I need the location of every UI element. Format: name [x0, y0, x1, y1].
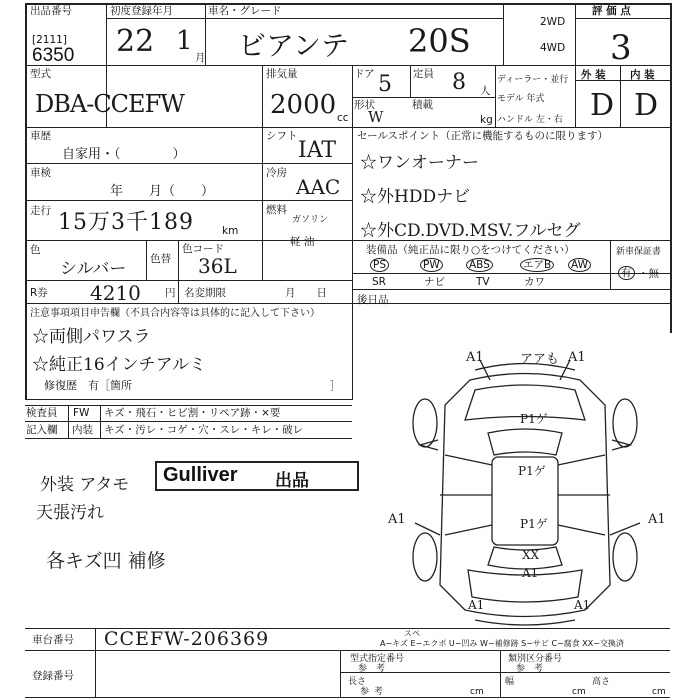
- km-unit: km: [222, 225, 239, 237]
- gulliver-logo: [155, 461, 359, 491]
- exterior-label: 外 装: [581, 69, 606, 81]
- rating-label: 評 価 点: [592, 5, 631, 17]
- inspection-value: 年 月（ ）: [110, 184, 215, 199]
- equip-navi: ナビ: [424, 276, 445, 288]
- equip-aw: AW: [568, 258, 591, 272]
- ref-cell-b: 考: [374, 687, 384, 697]
- rating: 3: [610, 28, 632, 68]
- mark-right-side: A1: [648, 512, 666, 527]
- equip-sr: SR: [372, 276, 386, 288]
- mark-rear-right: A1: [574, 598, 591, 612]
- mark-roof: P1ゲ: [518, 464, 546, 478]
- equip-abs: ABS: [466, 258, 493, 272]
- inspector-interior: 内装: [72, 424, 93, 436]
- equipment-label: 装備品（純正品に限り○をつけてください）: [366, 244, 575, 256]
- mark-trunk-xx: XX: [522, 548, 540, 562]
- repair-label: 修復歴 有［箇所: [44, 379, 132, 392]
- inspection-label: 車検: [30, 167, 51, 179]
- exterior-grade: D: [590, 88, 615, 123]
- lot-label: 出品番号: [30, 5, 72, 17]
- chassis-label: 車台番号: [32, 634, 74, 646]
- mark-rear-window: P1ゲ: [520, 517, 548, 531]
- fuel-diesel: 軽 油: [290, 236, 315, 248]
- remarks-line-3: 各キズ凹 補修: [46, 550, 166, 572]
- warranty-no: ・無: [638, 268, 659, 280]
- person-unit: 人: [480, 85, 491, 97]
- mark-hood: P1ゲ: [520, 412, 548, 426]
- color-change-label: 色替: [150, 253, 171, 265]
- load-label: 積載: [412, 99, 433, 111]
- model-name: ビアンテ: [238, 29, 349, 62]
- kg-unit: kg: [480, 114, 493, 126]
- model-year-label: モデル 年式: [497, 94, 545, 104]
- inspector-label-1: 検査員: [26, 407, 58, 419]
- dim-width-unit: cm: [572, 687, 586, 697]
- interior-grade: D: [634, 88, 659, 123]
- fuel-label: 燃料: [266, 204, 287, 216]
- equip-ps: PS: [370, 258, 389, 272]
- grade: 20S: [408, 22, 471, 60]
- diagram-legend: A−キズ E−エクボ U−凹み W−補修跡 S−サビ C−腐食 XX−交換済: [380, 639, 624, 648]
- dealer-label: ディーラー・並行: [497, 75, 569, 85]
- r-label: R券: [30, 287, 48, 299]
- chassis-value: CCEFW-206369: [104, 628, 270, 650]
- shift-value: IAT: [298, 138, 337, 163]
- mark-rear-left: A1: [468, 598, 485, 612]
- doors-label: ドア: [354, 68, 375, 80]
- drive-4wd: 4WD: [540, 42, 566, 54]
- type-label: 型式: [30, 68, 51, 80]
- month-unit: 月: [195, 52, 206, 64]
- reg-year: 22: [116, 24, 155, 59]
- shape-label: 形状: [354, 99, 375, 111]
- dim-width-label: 幅: [505, 677, 515, 687]
- category-number-sub: 参 考: [516, 664, 544, 674]
- name-change-label: 名変期限: [184, 287, 226, 299]
- lot-code: [2111]: [32, 34, 67, 46]
- mileage-value: 15万3千189: [58, 210, 194, 235]
- notes-label: 注意事項項目申告欄（不具合内容等は具体的に記入して下さい）: [30, 308, 320, 319]
- mark-spare: スペ: [404, 629, 420, 638]
- shape-value: W: [368, 108, 384, 126]
- first-reg-label: 初度登録年月: [110, 5, 173, 17]
- gulliver-logo-suffix: 出品: [275, 471, 309, 490]
- sales-point-3: ☆外CD.DVD.MSV.フルセグ: [360, 221, 581, 241]
- history-value: 自家用・（ ）: [62, 147, 186, 162]
- type-value: DBA-CCEFW: [35, 90, 184, 118]
- inspector-interior-items: キズ・汚レ・コゲ・穴・スレ・キレ・破レ: [104, 424, 304, 436]
- dim-length-label: 長さ: [348, 677, 367, 687]
- interior-label: 内 装: [630, 69, 655, 81]
- drive-2wd: 2WD: [540, 16, 566, 28]
- displacement-value: 2000: [270, 90, 337, 120]
- dim-length-unit: cm: [470, 687, 484, 697]
- equip-tv: TV: [476, 276, 490, 288]
- reg-number-label: 登録番号: [32, 670, 74, 682]
- category-number-label: 類別区分番号: [508, 654, 563, 664]
- dim-height-label: 高さ: [592, 677, 611, 687]
- mark-front-left: A1: [466, 350, 484, 365]
- handle-label: ハンドル 左・右: [497, 115, 563, 125]
- official-number-sub: 参 考: [358, 664, 386, 674]
- dim-height-unit: cm: [652, 687, 666, 697]
- ac-value: AAC: [296, 175, 341, 199]
- car-damage-diagram: [380, 345, 670, 630]
- warranty-yes: 有: [618, 266, 635, 280]
- remarks-line-1: 外装 アタモ: [40, 475, 130, 495]
- mark-front-center: アアも: [520, 352, 560, 367]
- lot-number: 6350: [32, 45, 75, 66]
- mark-trunk-a1: A1: [522, 566, 539, 580]
- after-items-label: 後日品: [357, 294, 389, 306]
- warranty-label: 新車保証書: [616, 247, 662, 257]
- inspector-fw-items: キズ・飛石・ヒビ割・リペア跡・×要: [104, 407, 281, 419]
- sales-points-label: セールスポイント（正常に機能するものに限ります）: [357, 130, 609, 142]
- equip-airbag: エアB: [520, 258, 554, 272]
- shift-label: シフト: [266, 130, 298, 142]
- color-label: 色: [30, 244, 41, 256]
- cc-unit: cc: [337, 112, 349, 124]
- r-value: 4210: [90, 281, 141, 305]
- fuel-gas: ガソリン: [292, 215, 329, 225]
- notes-line-1: ☆両側パワスラ: [32, 327, 151, 347]
- capacity-label: 定員: [413, 68, 434, 80]
- color-value: シルバー: [60, 259, 127, 279]
- name-change-value: 月 日: [285, 287, 327, 299]
- capacity-value: 8: [452, 70, 466, 95]
- sales-point-1: ☆ワンオーナー: [360, 153, 479, 173]
- mark-front-right: A1: [568, 350, 586, 365]
- official-number-label: 型式指定番号: [350, 654, 405, 664]
- remarks-line-2: 天張汚れ: [36, 503, 104, 523]
- sales-point-2: ☆外HDDナビ: [360, 187, 471, 207]
- reg-month: 1: [176, 26, 193, 56]
- inspector-fw: FW: [73, 407, 90, 419]
- ref-cell-a: 参: [360, 687, 370, 697]
- inspector-label-2: 記入欄: [26, 424, 58, 436]
- equip-leather: カワ: [524, 276, 545, 288]
- mark-left-side: A1: [388, 512, 406, 527]
- equip-pw: PW: [420, 258, 443, 272]
- yen-unit: 円: [165, 287, 176, 299]
- ac-label: 冷房: [266, 167, 287, 179]
- model-label: 車名・グレード: [208, 5, 282, 17]
- notes-line-2: ☆純正16インチアルミ: [32, 355, 206, 375]
- history-label: 車歴: [30, 130, 51, 142]
- gulliver-logo-text: Gulliver: [163, 464, 238, 486]
- doors-value: 5: [378, 72, 392, 97]
- color-code-value: 36L: [198, 254, 237, 278]
- repair-end: ］: [330, 380, 341, 392]
- mileage-label: 走行: [30, 205, 51, 217]
- color-code-label: 色コード: [182, 243, 224, 255]
- displacement-label: 排気量: [266, 68, 298, 80]
